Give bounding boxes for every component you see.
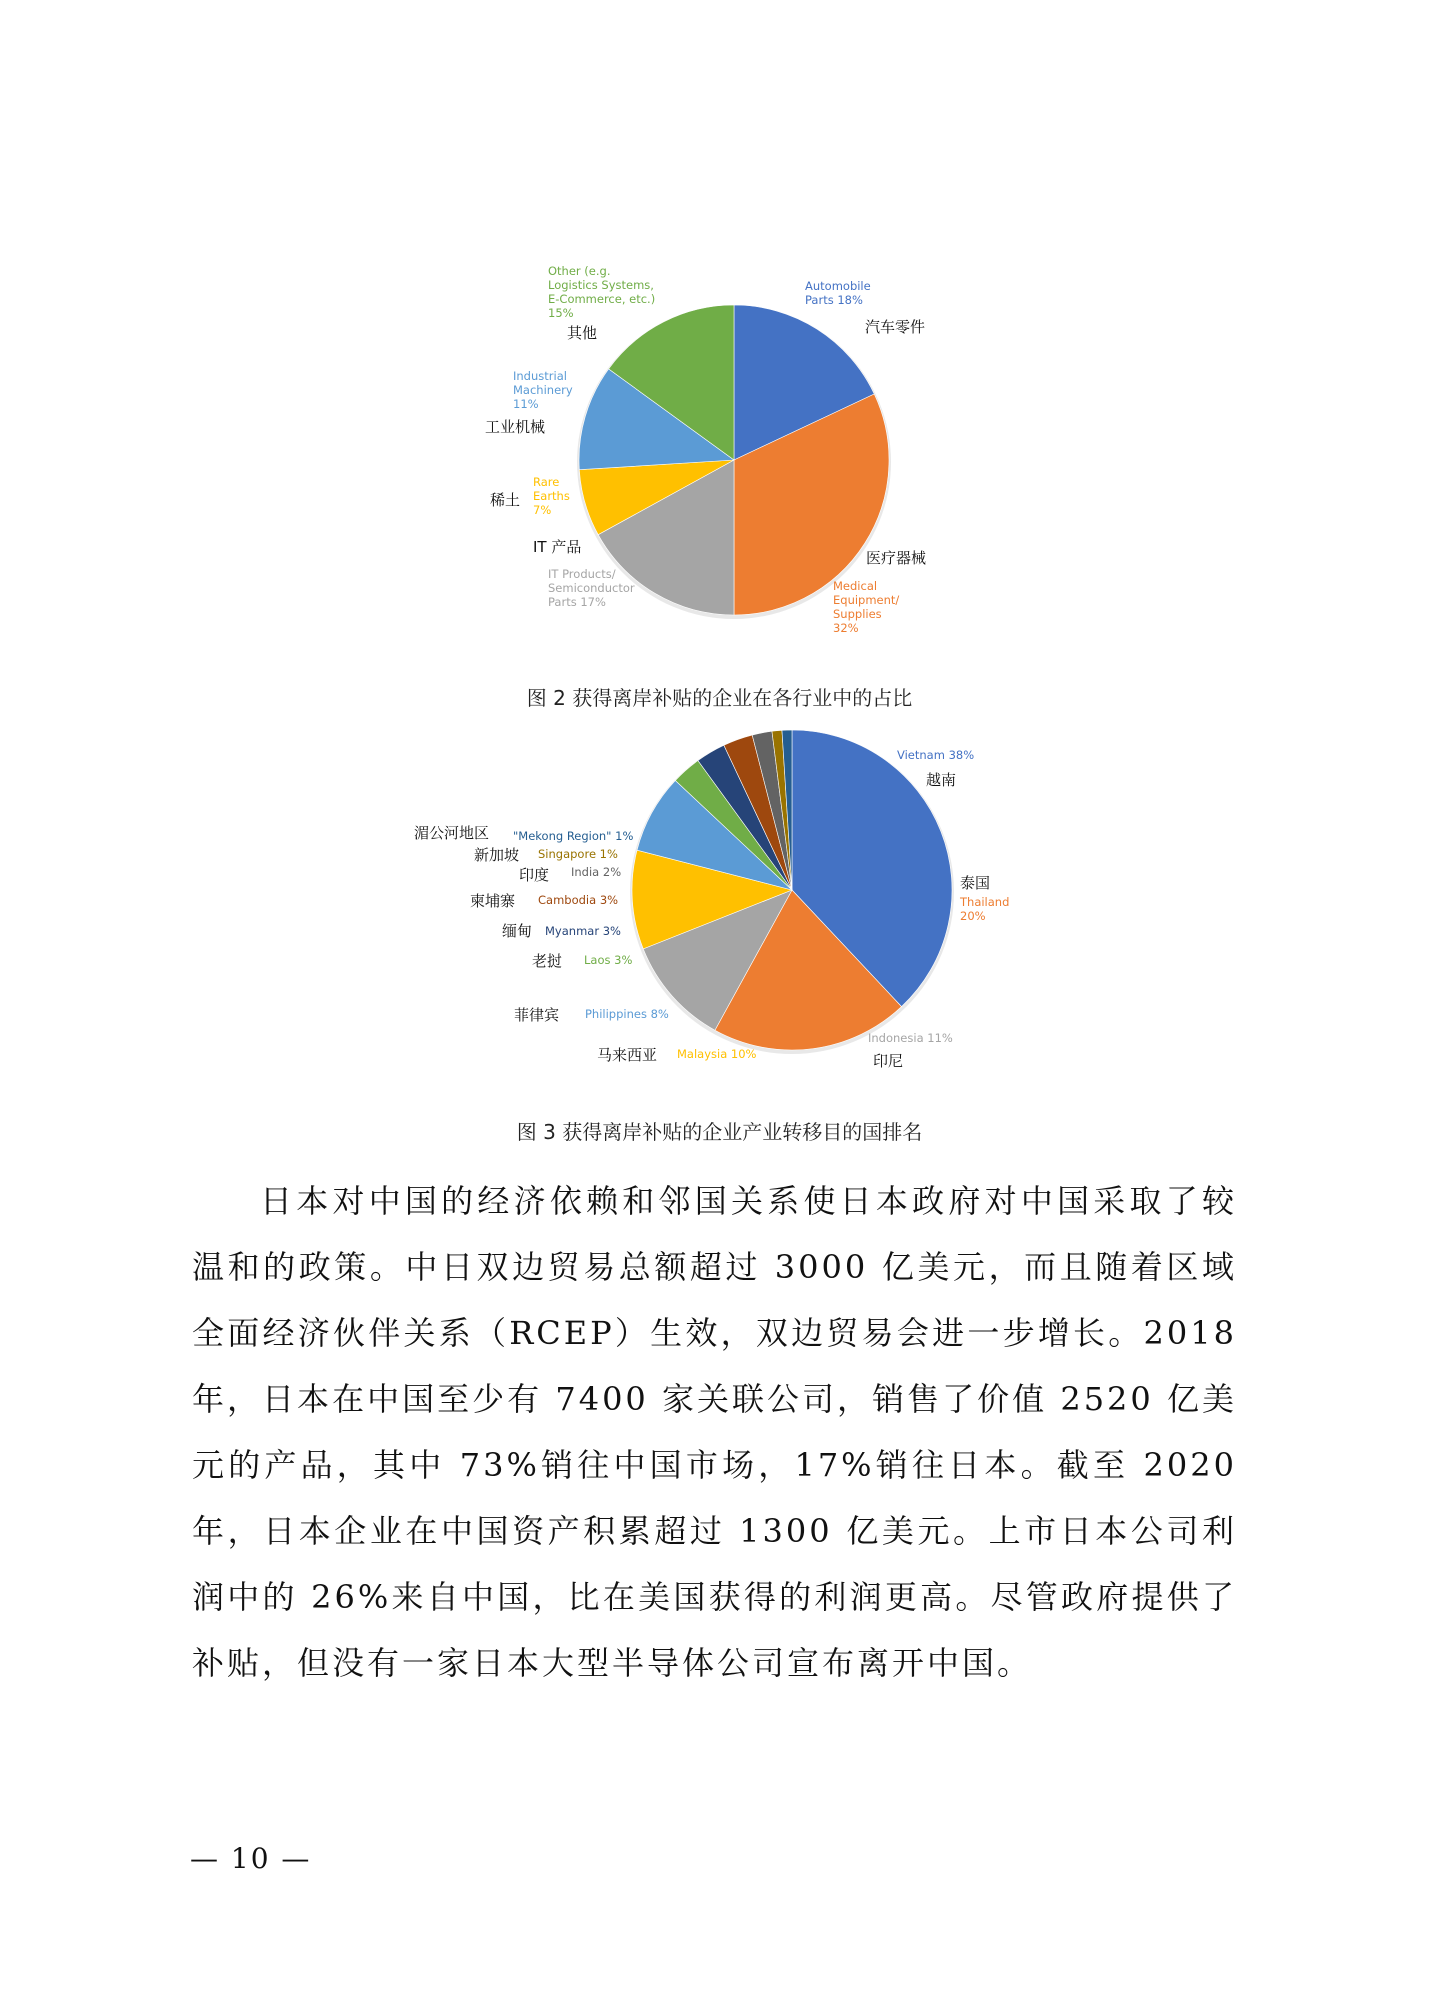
slice-label-zh-india-2: 印度 [519,866,550,884]
slice-label-zh-mekong-region-1: 湄公河地区 [414,824,490,842]
figure-2-caption: 图 2 获得离岸补贴的企业在各行业中的占比 [526,686,913,710]
slice-label-zh-it-products: IT 产品 [533,538,582,556]
slice-label-en-rare: Rare Earths 7% [533,475,570,517]
slice-label-zh-singapore-1: 新加坡 [474,846,520,864]
slice-label-en-india-2: India 2% [571,865,622,879]
slice-label-zh-automobile: 汽车零件 [865,318,926,336]
slice-label-en-vietnam-38: Vietnam 38% [897,748,975,762]
slice-label-en-industrial: Industrial Machinery 11% [513,369,573,411]
slice-label-zh-laos-3: 老挝 [532,952,563,970]
slice-label-zh-rare: 稀土 [490,491,521,509]
slice-label-zh-malaysia-10: 马来西亚 [597,1046,658,1064]
slice-label-en-it-products: IT Products/ Semiconductor Parts 17% [548,567,635,609]
slice-label-en-automobile: Automobile Parts 18% [805,279,871,307]
slice-label-en-malaysia-10: Malaysia 10% [677,1047,757,1061]
slice-label-zh-medical: 医疗器械 [866,549,927,567]
slice-label-en-mekong-region-1: "Mekong Region" 1% [513,829,634,843]
slice-label-zh-other-e-g: 其他 [567,324,598,342]
slice-label-en-laos-3: Laos 3% [584,953,633,967]
figure-3-caption: 图 3 获得离岸补贴的企业产业转移目的国排名 [516,1120,923,1144]
slice-label-en-cambodia-3: Cambodia 3% [538,893,619,907]
slice-label-en-medical: Medical Equipment/ Supplies 32% [833,579,900,635]
slice-label-en-singapore-1: Singapore 1% [538,847,618,861]
slice-label-en-other-e-g: Other (e.g. Logistics Systems, E-Commerce, etc.) 15% [548,264,656,320]
slice-label-zh-cambodia-3: 柬埔寨 [470,892,516,910]
slice-label-en-indonesia-11: Indonesia 11% [868,1031,953,1045]
slice-label-zh-philippines-8: 菲律宾 [514,1006,560,1024]
slice-label-zh-industrial: 工业机械 [485,418,546,436]
slice-label-en-philippines-8: Philippines 8% [585,1007,669,1021]
slice-label-zh-thailand: 泰国 [960,874,991,892]
slice-label-zh-vietnam-38: 越南 [926,771,957,789]
slice-label-zh-indonesia-11: 印尼 [873,1052,904,1070]
slice-label-zh-myanmar-3: 缅甸 [502,922,533,940]
page-number: — 10 — [190,1842,312,1875]
slice-label-en-myanmar-3: Myanmar 3% [545,924,621,938]
slice-label-en-thailand: Thailand 20% [960,895,1010,923]
body-paragraph: 日本对中国的经济依赖和邻国关系使日本政府对中国采取了较温和的政策。中日双边贸易总额超过 3000 亿美元，而且随着区域全面经济伙伴关系（RCEP）生效，双边贸易会进一步增长。2018 年，日本在中国至少有 7400 家关联公司，销售了价值 2520 亿美元的产品，其中 73%销往中国市场，17%销往日本。截至 2020 年，日本企业在中国资产积累超过 1300 亿美元。上市日本公司利润中的 26%来自中国，比在美国获得的利润更高。尽管政府提供了补贴，但没有一家日本大型半导体公司宣布离开中国。 [192,1182,1237,1682]
